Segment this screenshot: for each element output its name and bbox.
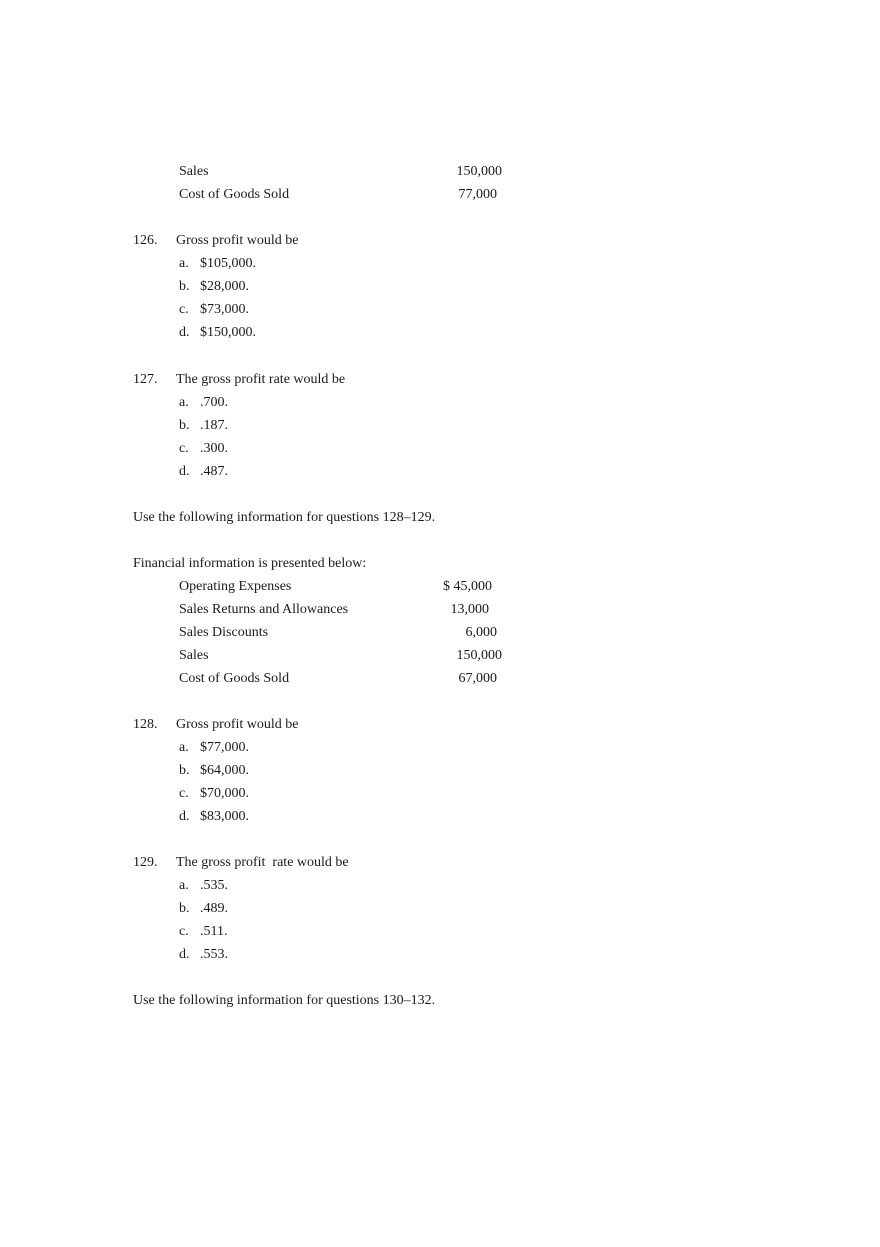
option-letter: d. <box>179 464 190 479</box>
option-text: $83,000. <box>200 809 249 824</box>
option-b <box>0 900 880 918</box>
option-b <box>0 278 880 296</box>
question-number: 128. <box>133 717 158 732</box>
fin-row-operating-expenses <box>0 578 880 596</box>
instruction-text: Use the following information for questions 130–132. <box>133 993 436 1008</box>
question-number: 129. <box>133 855 158 870</box>
row-label: Cost of Goods Sold <box>179 671 290 686</box>
option-text: $73,000. <box>200 302 249 317</box>
option-text: .487. <box>200 464 228 479</box>
top-table-row-sales <box>0 163 880 181</box>
instruction-text: Use the following information for questions 128–129. <box>133 510 436 525</box>
row-label: Cost of Goods Sold <box>179 187 290 202</box>
option-letter: a. <box>179 878 189 893</box>
option-text: .700. <box>200 395 228 410</box>
row-amount: 77,000 <box>458 187 497 202</box>
question-text: The gross profit rate would be <box>176 372 346 387</box>
row-label: Sales Discounts <box>179 625 269 640</box>
option-d <box>0 808 880 826</box>
option-letter: c. <box>179 302 189 317</box>
option-letter: b. <box>179 279 190 294</box>
fin-row-sales-discounts <box>0 624 880 642</box>
option-letter: a. <box>179 740 189 755</box>
option-text: .535. <box>200 878 228 893</box>
option-letter: a. <box>179 395 189 410</box>
question-text: Gross profit would be <box>176 717 299 732</box>
option-text: .489. <box>200 901 228 916</box>
row-amount: $ 45,000 <box>443 579 492 594</box>
row-amount: 13,000 <box>450 602 489 617</box>
option-a <box>0 394 880 412</box>
option-text: .553. <box>200 947 228 962</box>
option-d <box>0 324 880 342</box>
row-amount: 150,000 <box>456 648 502 663</box>
option-a <box>0 877 880 895</box>
option-b <box>0 417 880 435</box>
fin-row-sales-returns <box>0 601 880 619</box>
option-a <box>0 739 880 757</box>
row-amount: 6,000 <box>465 625 497 640</box>
row-amount: 67,000 <box>458 671 497 686</box>
option-letter: a. <box>179 256 189 271</box>
question-text: The gross profit rate would be <box>176 855 349 870</box>
option-d <box>0 463 880 481</box>
option-text: $70,000. <box>200 786 249 801</box>
option-a <box>0 255 880 273</box>
row-amount: 150,000 <box>456 164 502 179</box>
option-c <box>0 923 880 941</box>
fin-row-sales <box>0 647 880 665</box>
option-text: .187. <box>200 418 228 433</box>
option-letter: c. <box>179 924 189 939</box>
option-b <box>0 762 880 780</box>
option-letter: d. <box>179 947 190 962</box>
financial-intro: Financial information is presented below: <box>133 556 367 571</box>
option-d <box>0 946 880 964</box>
option-text: $28,000. <box>200 279 249 294</box>
option-letter: c. <box>179 441 189 456</box>
option-text: $77,000. <box>200 740 249 755</box>
row-label: Sales <box>179 164 209 179</box>
question-number: 127. <box>133 372 158 387</box>
option-text: .511. <box>200 924 228 939</box>
question-text: Gross profit would be <box>176 233 299 248</box>
row-label: Operating Expenses <box>179 579 292 594</box>
row-label: Sales Returns and Allowances <box>179 602 349 617</box>
option-c <box>0 301 880 319</box>
option-c <box>0 440 880 458</box>
top-table-row-cogs <box>0 186 880 204</box>
option-text: .300. <box>200 441 228 456</box>
option-letter: b. <box>179 763 190 778</box>
option-text: $105,000. <box>200 256 256 271</box>
option-c <box>0 785 880 803</box>
row-label: Sales <box>179 648 209 663</box>
option-letter: b. <box>179 418 190 433</box>
option-letter: b. <box>179 901 190 916</box>
option-text: $64,000. <box>200 763 249 778</box>
option-text: $150,000. <box>200 325 256 340</box>
option-letter: c. <box>179 786 189 801</box>
fin-row-cogs <box>0 670 880 688</box>
option-letter: d. <box>179 809 190 824</box>
option-letter: d. <box>179 325 190 340</box>
question-number: 126. <box>133 233 158 248</box>
